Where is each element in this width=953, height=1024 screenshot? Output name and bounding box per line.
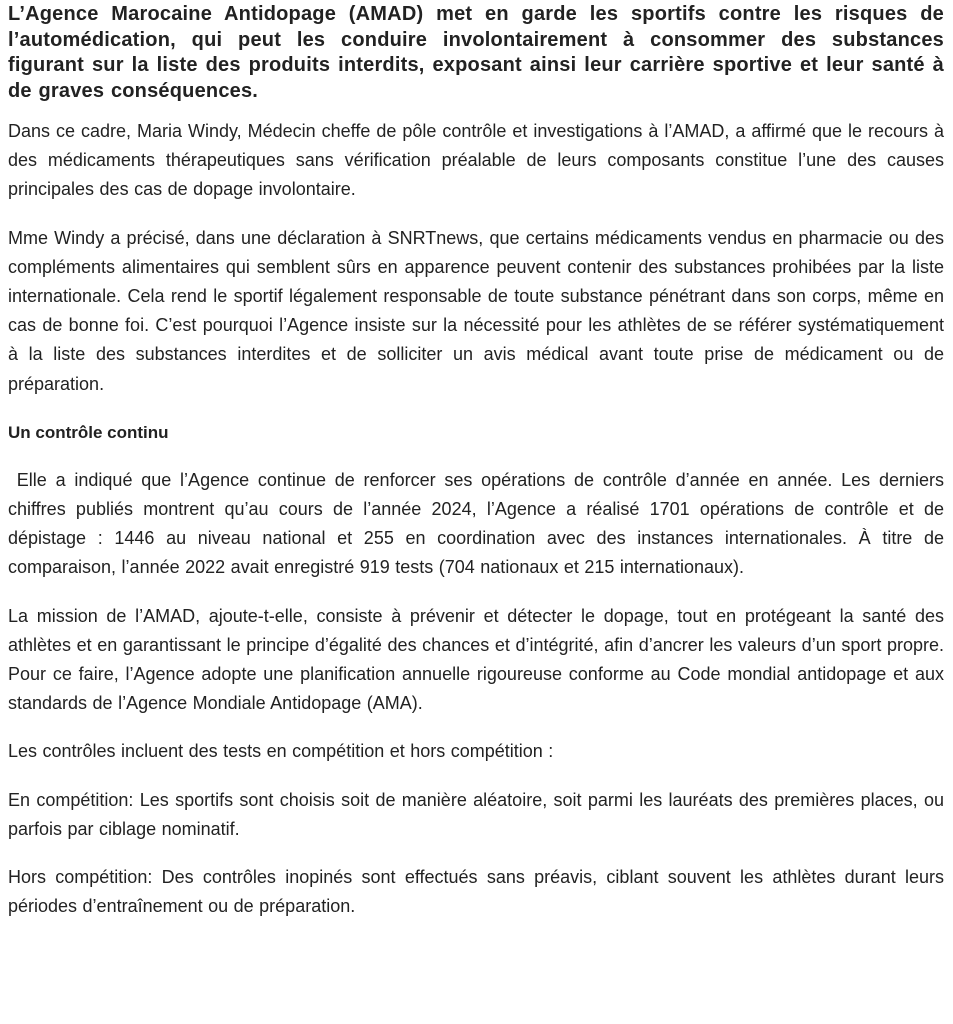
section-heading: Un contrôle continu [8, 422, 169, 442]
article-paragraph: Dans ce cadre, Maria Windy, Médecin cheffe de pôle contrôle et investigations à l’AMAD, a affirmé que le recours à des médicaments thérapeutiques sans vérification préalable de leurs composants constitue l’une des causes principales des cas de dopage involontaire. [8, 121, 944, 200]
article-lead: L’Agence Marocaine Antidopage (AMAD) met en garde les sportifs contre les risques de l’automédication, qui peut les conduire involontairement à consommer des substances figurant sur la liste des produits interdits, exposant ainsi leur carrière sportive et leur santé à de graves conséquences. [8, 3, 944, 102]
article-paragraph: Mme Windy a précisé, dans une déclaration à SNRTnews, que certains médicaments vendus en pharmacie ou des compléments alimentaires qui semblent sûrs en apparence peuvent contenir des substances prohibées par la liste internationale. Cela rend le sportif légalement responsable de toute substance pénétrant dans son corps, même en cas de bonne foi. C’est pourquoi l’Agence insiste sur la nécessité pour les athlètes de se référer systématiquement à la liste des substances interdites et de solliciter un avis médical avant toute prise de médicament ou de préparation. [8, 227, 944, 394]
article-paragraph: En compétition: Les sportifs sont choisis soit de manière aléatoire, soit parmi les lauréats des premières places, ou parfois par ciblage nominatif. [8, 789, 944, 839]
article-paragraph: Hors compétition: Des contrôles inopinés sont effectués sans préavis, ciblant souvent les athlètes durant leurs périodes d’entraînement ou de préparation. [8, 867, 944, 917]
article-paragraph: Elle a indiqué que l’Agence continue de renforcer ses opérations de contrôle d’année en année. Les derniers chiffres publiés montrent qu’au cours de l’année 2024, l’Agence a réalisé 1701 opérations de contrôle et de dépistage : 1446 au niveau national et 255 en coordination avec des instances internationales. À titre de comparaison, l’année 2022 avait enregistré 919 tests (704 nationaux et 215 internationaux). [8, 469, 950, 578]
article-paragraph: Les contrôles incluent des tests en compétition et hors compétition : [8, 741, 554, 762]
article-paragraph: La mission de l’AMAD, ajoute-t-elle, consiste à prévenir et détecter le dopage, tout en protégeant la santé des athlètes et en garantissant le principe d’égalité des chances et d’intégrité, afin d’ancrer les valeurs d’un sport propre. Pour ce faire, l’Agence adopte une planification annuelle rigoureuse conforme au Code mondial antidopage et aux standards de l’Agence Mondiale Antidopage (AMA). [8, 605, 944, 714]
